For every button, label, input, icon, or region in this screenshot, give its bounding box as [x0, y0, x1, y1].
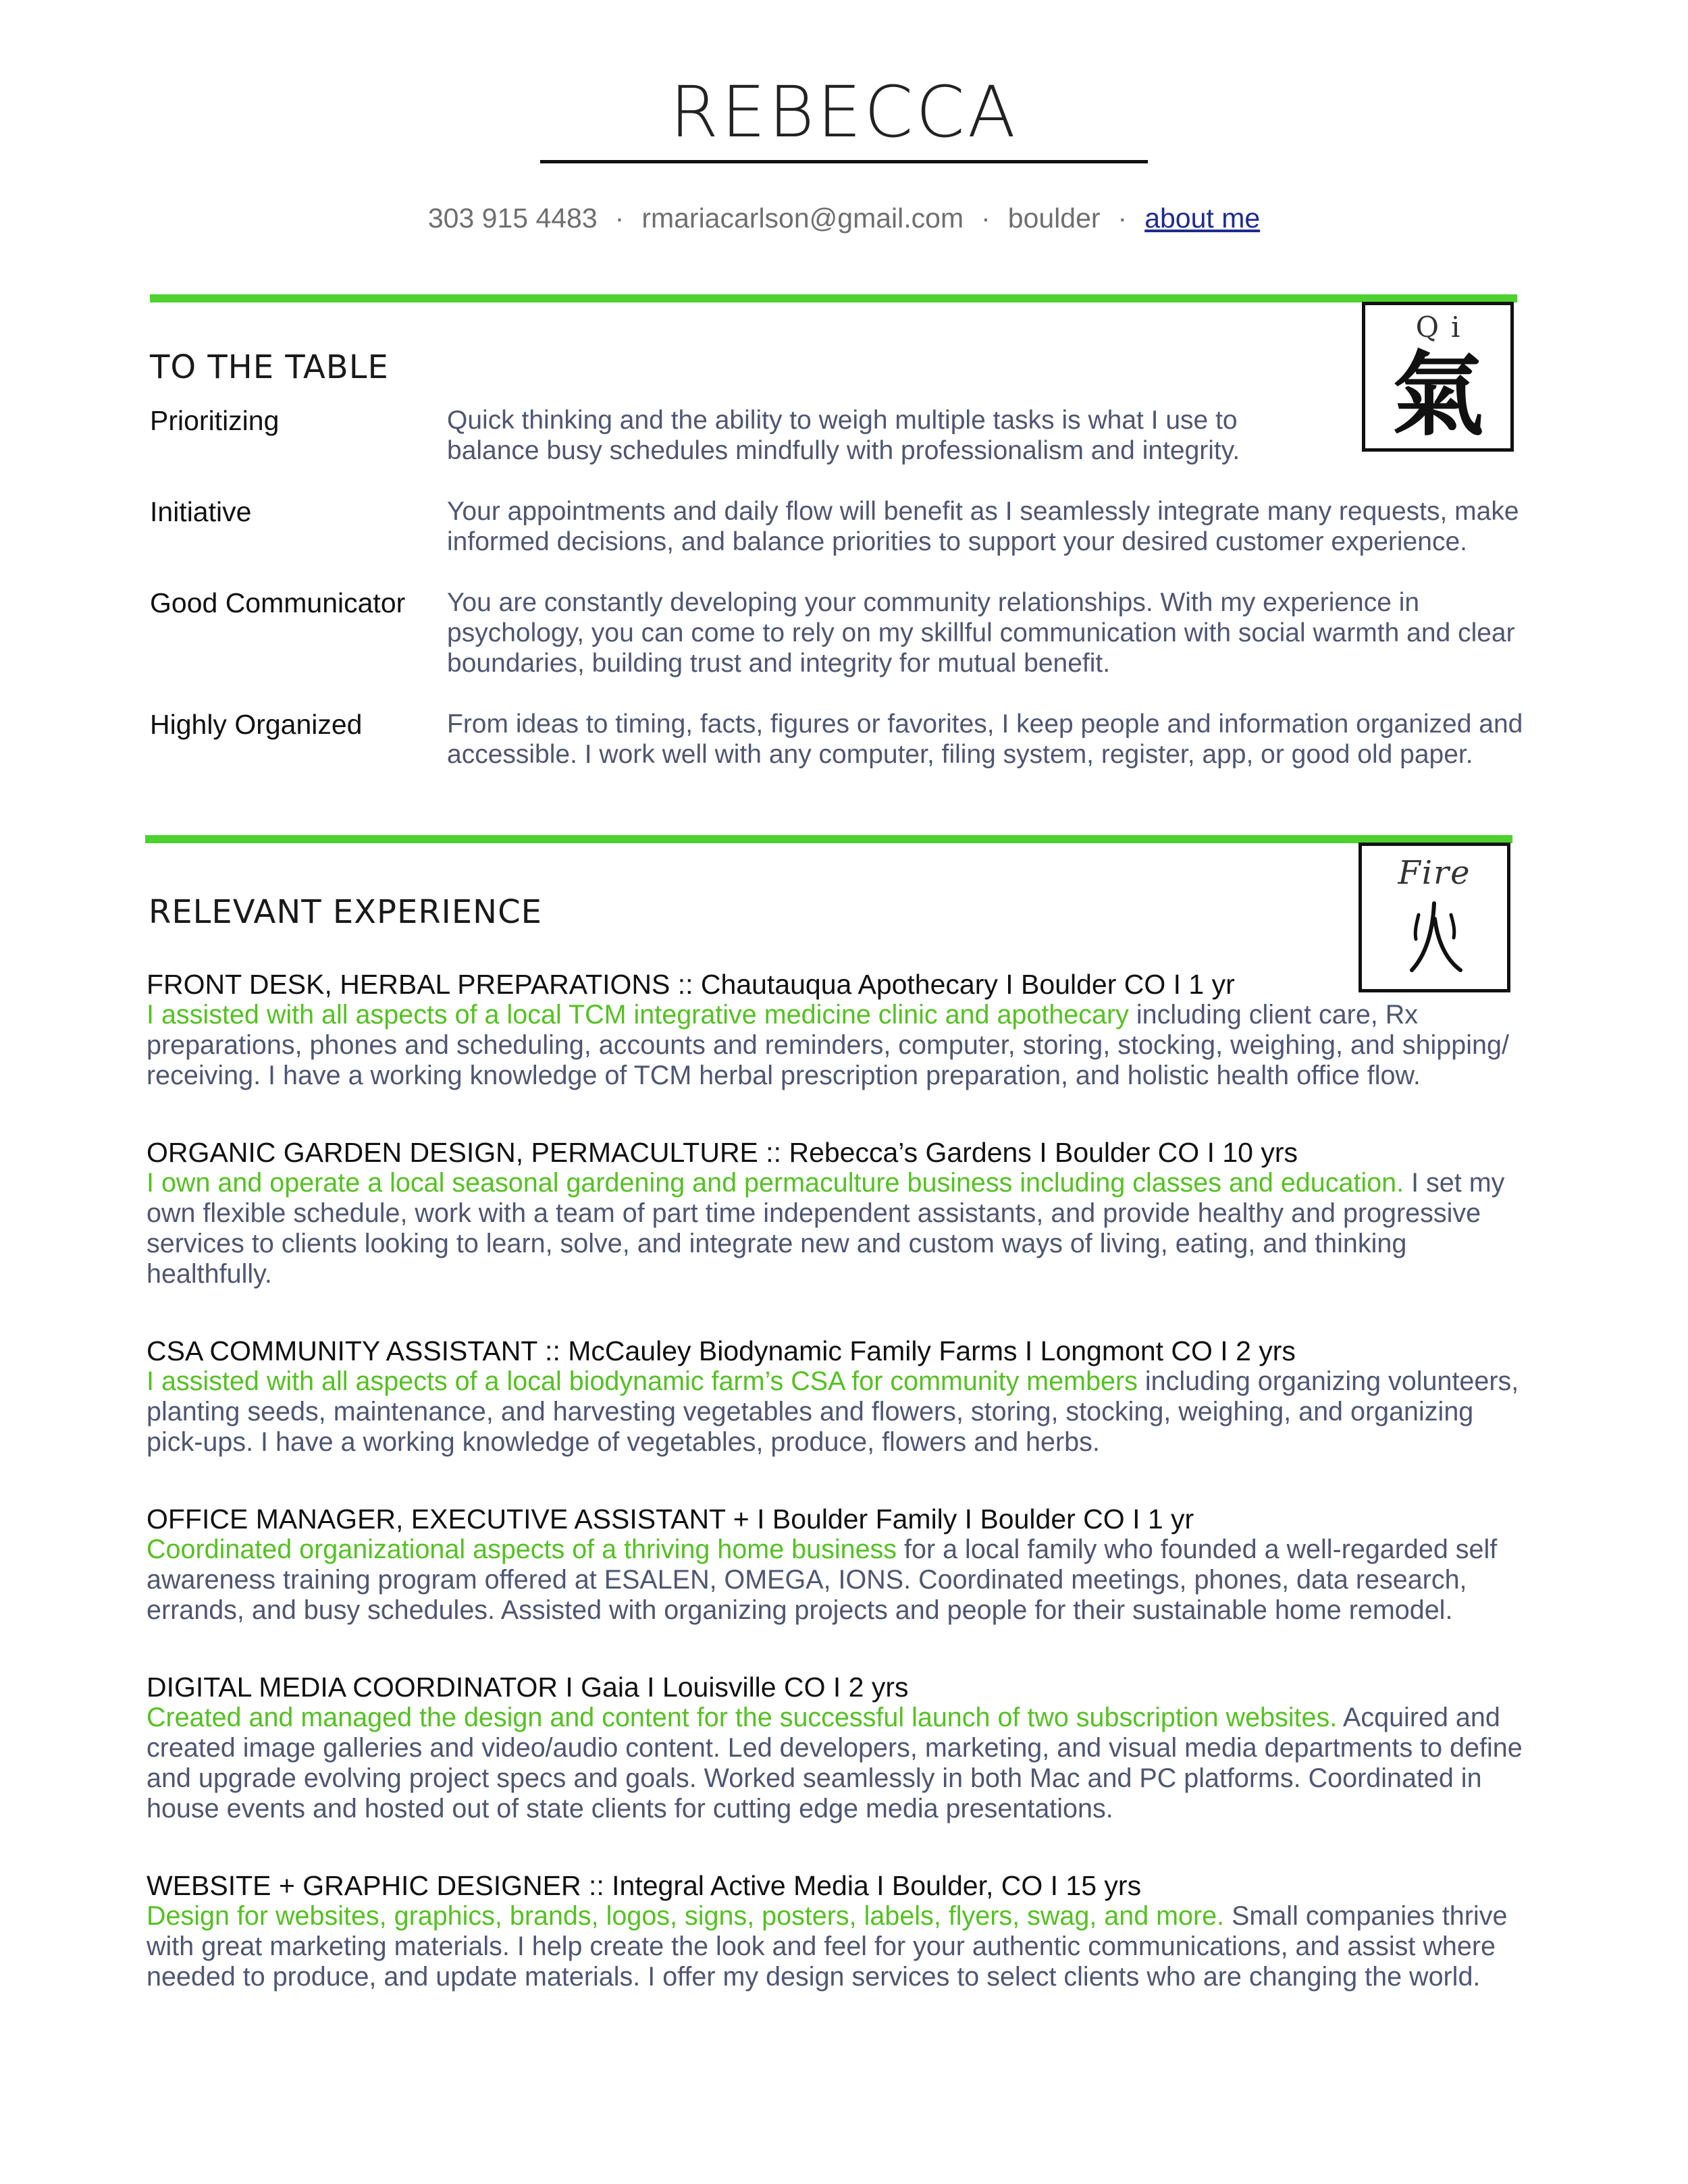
fire-label: Fire [1398, 854, 1471, 892]
contact-separator: · [614, 203, 625, 234]
skill-name: Good Communicator [150, 587, 406, 618]
contact-city: boulder [1007, 203, 1101, 234]
job-entry [147, 1870, 1531, 1992]
job-entry [147, 969, 1531, 1091]
skills-list [150, 405, 1527, 783]
about-me-link[interactable]: about me [1144, 203, 1261, 234]
skill-description: You are constantly developing your community relationships. With my experience in psychology, you can come to rely on my skillful communication with social warmth and clear boundaries, building trust and integrity for mutual benefit. [447, 588, 1515, 678]
contact-phone: 303 915 4483 [427, 203, 598, 234]
candidate-name: REBECCA [669, 71, 1019, 153]
skill-description: Quick thinking and the ability to weigh multiple tasks is what I use to balance busy schedules mindfully with professionalism and integrity. [447, 406, 1240, 465]
contact-separator: · [1117, 203, 1128, 234]
contact-line [0, 203, 1688, 234]
job-details: Acquired and created image galleries and video/audio content. Led developers, marketing, and visual media departments to define and upgrade evolving project specs and goals. Worked seamlessly in both Mac and PC platforms. Coordinated in house events and hosted out of state clients for cutting edge media presentations. [147, 1703, 1523, 1823]
contact-email: rmariacarlson@gmail.com [641, 203, 964, 234]
skill-name: Prioritizing [150, 405, 280, 436]
name-underline [540, 160, 1148, 163]
job-details: Small companies thrive with great marketing materials. I help create the look and feel for your authentic communications, and assist where needed to produce, and update materials. I offer my design services to select clients who are changing the world. [147, 1901, 1508, 1992]
contact-separator: · [981, 203, 991, 234]
job-description [147, 1168, 1531, 1289]
qi-label: Qi [1415, 311, 1473, 344]
job-highlight: I assisted with all aspects of a local biodynamic farm’s CSA for community members [147, 1366, 1138, 1396]
skill-row [150, 405, 1527, 496]
job-title: DIGITAL MEDIA COORDINATOR I Gaia I Louisville CO I 2 yrs [147, 1672, 909, 1703]
job-title: WEBSITE + GRAPHIC DESIGNER :: Integral Active Media I Boulder, CO I 15 yrs [147, 1870, 1142, 1901]
skill-row [150, 496, 1527, 587]
job-highlight: Design for websites, graphics, brands, logos, signs, posters, labels, flyers, swag, and more. [147, 1901, 1225, 1931]
experience-list [147, 969, 1531, 2038]
job-entry [147, 1335, 1531, 1458]
job-title: CSA COMMUNITY ASSISTANT :: McCauley Biodynamic Family Farms I Longmont CO I 2 yrs [147, 1335, 1296, 1366]
job-entry [147, 1672, 1531, 1824]
job-details: including client care, Rx preparations, phones and scheduling, accounts and reminders, computer, storing, stocking, weighing, and shipping/ receiving. I have a working knowledge of TCM herbal prescription preparation, and holistic health office flow. [147, 1000, 1509, 1090]
skill-row [150, 709, 1527, 783]
job-title: OFFICE MANAGER, EXECUTIVE ASSISTANT + I Boulder Family I Boulder CO I 1 yr [147, 1503, 1194, 1535]
job-highlight: Created and managed the design and content for the successful launch of two subscription websites. [147, 1703, 1338, 1732]
job-highlight: I assisted with all aspects of a local TCM integrative medicine clinic and apothecary [147, 1000, 1129, 1030]
relevant-experience-title: RELEVANT EXPERIENCE [149, 893, 542, 931]
job-title: FRONT DESK, HERBAL PREPARATIONS :: Chautauqua Apothecary I Boulder CO I 1 yr [147, 969, 1235, 1000]
fire-character-icon [1362, 900, 1507, 978]
section-divider [150, 294, 1517, 302]
job-description [147, 1703, 1531, 1824]
section-divider [145, 835, 1512, 843]
qi-character-icon: 氣 [1392, 341, 1484, 449]
skill-description: Your appointments and daily flow will benefit as I seamlessly integrate many requests, make informed decisions, and balance priorities to support your desired customer experience. [447, 497, 1519, 556]
job-highlight: I own and operate a local seasonal gardening and permaculture business including classes and education. [147, 1168, 1404, 1198]
job-description [147, 1000, 1531, 1091]
job-description [147, 1901, 1531, 1992]
job-details: for a local family who founded a well-regarded self awareness training program offered at ESALEN, OMEGA, IONS. Coordinated meetings, phones, data research, errands, and busy schedules. Assisted with organizing projects and people for their sustainable home remodel. [147, 1535, 1498, 1625]
job-details: including organizing volunteers, planting seeds, maintenance, and harvesting vegetables and flowers, storing, stocking, weighing, and organizing pick-ups. I have a working knowledge of vegetables, produce, flowers and herbs. [147, 1366, 1519, 1457]
skill-description: From ideas to timing, facts, figures or favorites, I keep people and information organized and accessible. I work well with any computer, filing system, register, app, or good old paper. [447, 710, 1523, 769]
job-entry [147, 1137, 1531, 1289]
skill-name: Highly Organized [150, 709, 363, 740]
skill-name: Initiative [150, 496, 252, 527]
job-details: I set my own flexible schedule, work with a team of part time independent assistants, and provide healthy and progressive services to clients looking to learn, solve, and integrate new and custom ways of living, eating, and thinking healthfully. [147, 1168, 1505, 1289]
job-description [147, 1535, 1531, 1626]
skill-row [150, 587, 1527, 709]
job-entry [147, 1503, 1531, 1626]
job-highlight: Coordinated organizational aspects of a thriving home business [147, 1535, 897, 1564]
job-title: ORGANIC GARDEN DESIGN, PERMACULTURE :: Rebecca’s Gardens I Boulder CO I 10 yrs [147, 1137, 1298, 1168]
job-description [147, 1366, 1531, 1458]
to-the-table-title: TO THE TABLE [150, 348, 389, 386]
